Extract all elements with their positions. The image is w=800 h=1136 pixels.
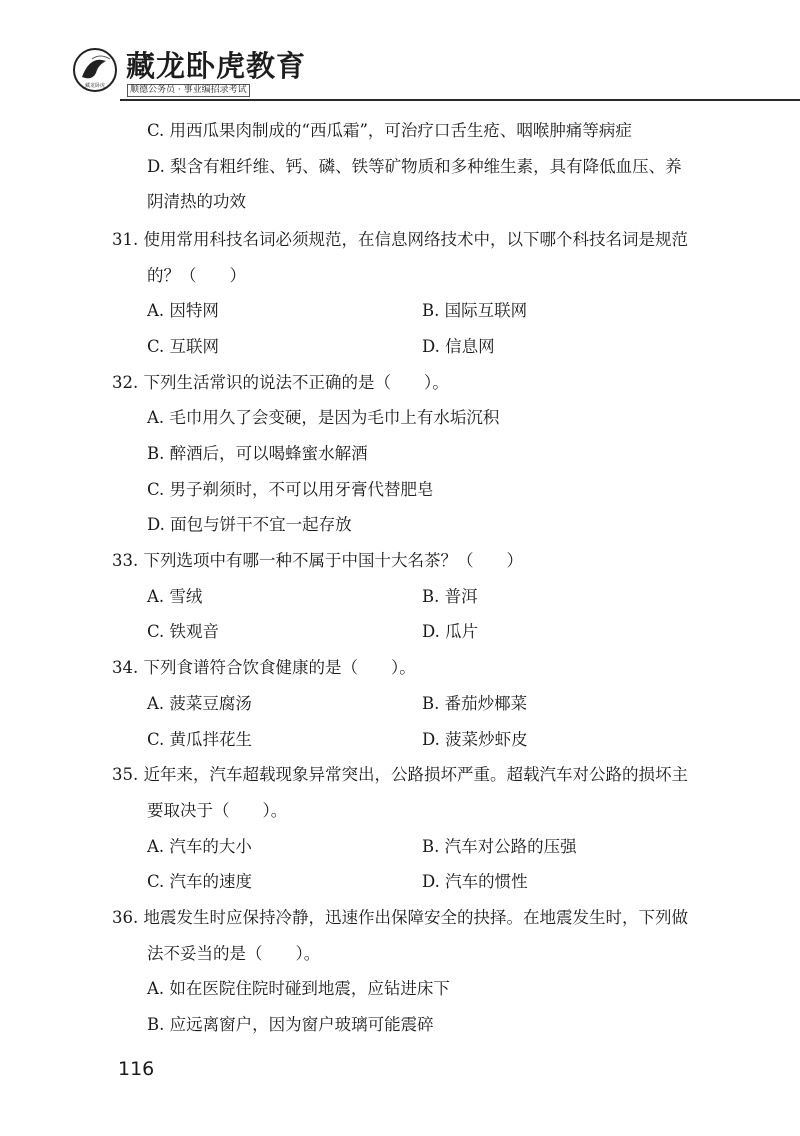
q32-option-a: A. 毛巾用久了会变硬，是因为毛巾上有水垢沉积	[147, 408, 500, 427]
q31-option-c: C. 互联网	[147, 337, 220, 356]
q30-option-d-line1: D. 梨含有粗纤维、钙、磷、铁等矿物质和多种维生素，具有降低血压、养	[147, 157, 682, 176]
page-header	[0, 0, 800, 100]
q34-option-b: B. 番茄炒椰菜	[422, 694, 528, 713]
q32-option-c: C. 男子剃须时，不可以用牙膏代替肥皂	[147, 480, 434, 499]
q35-option-b: B. 汽车对公路的压强	[422, 837, 577, 856]
q31-stem-line1: 31. 使用常用科技名词必须规范，在信息网络技术中，以下哪个科技名词是规范	[112, 230, 688, 249]
q33-option-a: A. 雪绒	[147, 587, 203, 606]
q30-option-c: C. 用西瓜果肉制成的“西瓜霜”，可治疗口舌生疮、咽喉肿痛等病症	[147, 121, 632, 140]
logo-text: 藏龙卧虎	[84, 83, 106, 89]
q36-stem-line2: 法不妥当的是（ ）。	[147, 944, 321, 963]
q34-option-a: A. 菠菜豆腐汤	[147, 694, 252, 713]
q35-option-c: C. 汽车的速度	[147, 872, 253, 891]
page-number: 116	[118, 1058, 155, 1080]
q33-option-c: C. 铁观音	[147, 622, 220, 641]
q30-option-d-line2: 阴清热的功效	[147, 192, 246, 211]
brand-subtitle: 顺德公务员 · 事业编招录考试	[127, 84, 250, 97]
q33-option-b: B. 普洱	[422, 587, 478, 606]
q35-option-d: D. 汽车的惯性	[422, 872, 528, 891]
q31-option-d: D. 信息网	[422, 337, 495, 356]
q33-option-d: D. 瓜片	[422, 622, 479, 641]
q36-stem-line1: 36. 地震发生时应保持冷静，迅速作出保障安全的抉择。在地震发生时，下列做	[112, 908, 688, 927]
q31-option-a: A. 因特网	[147, 301, 219, 320]
q35-option-a: A. 汽车的大小	[147, 837, 252, 856]
header-divider	[120, 99, 800, 101]
q35-stem-line1: 35. 近年来，汽车超载现象异常突出，公路损坏严重。超载汽车对公路的损坏主	[112, 765, 688, 784]
q31-stem-line2: 的？（ ）	[147, 266, 246, 285]
q33-stem: 33. 下列选项中有哪一种不属于中国十大名茶？（ ）	[112, 551, 523, 570]
q34-option-c: C. 黄瓜拌花生	[147, 730, 253, 749]
brand-logo	[72, 47, 118, 93]
q32-stem: 32. 下列生活常识的说法不正确的是（ ）。	[112, 373, 449, 392]
q32-option-b: B. 醉酒后，可以喝蜂蜜水解酒	[147, 444, 368, 463]
q36-option-a: A. 如在医院住院时碰到地震，应钻进床下	[147, 979, 450, 998]
q32-option-d: D. 面包与饼干不宜一起存放	[147, 515, 352, 534]
q35-stem-line2: 要取决于（ ）。	[147, 801, 288, 820]
brand-title: 藏龙卧虎教育	[126, 49, 307, 83]
q34-option-d: D. 菠菜炒虾皮	[422, 730, 528, 749]
q36-option-b: B. 应远离窗户，因为窗户玻璃可能震碎	[147, 1015, 434, 1034]
q31-option-b: B. 国际互联网	[422, 301, 528, 320]
q34-stem: 34. 下列食谱符合饮食健康的是（ ）。	[112, 658, 416, 677]
